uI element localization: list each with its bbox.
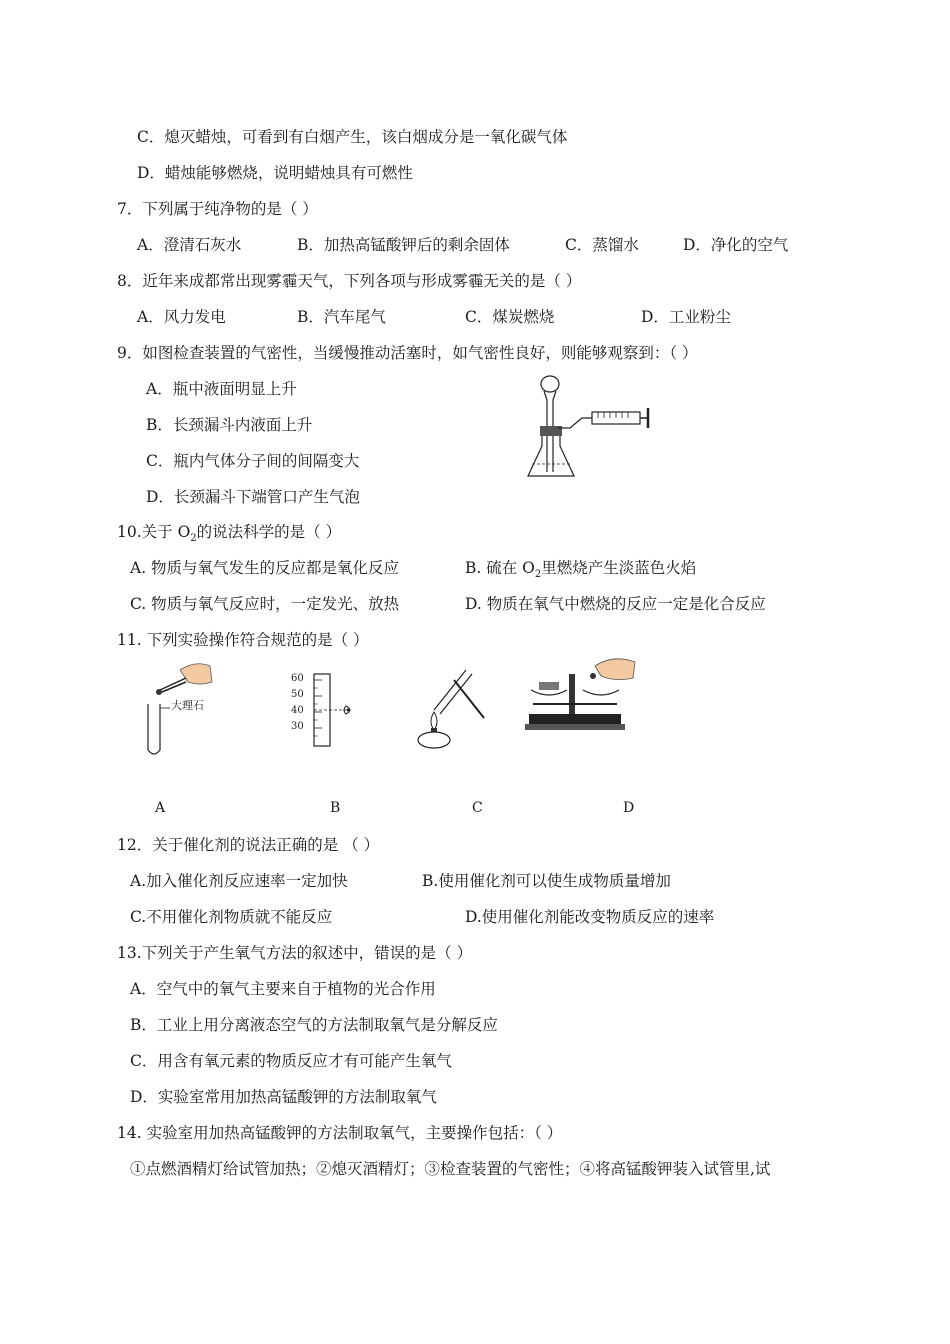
- q9-option-b: B．长颈漏斗内液面上升: [146, 416, 313, 434]
- q13-option-d: D．实验室常用加热高锰酸钾的方法制取氧气: [130, 1088, 437, 1106]
- q8-option-a: A．风力发电: [137, 308, 226, 326]
- q14-steps-line: ①点燃酒精灯给试管加热；②熄灭酒精灯；③检查装置的气密性；④将高锰酸钾装入试管里,试: [130, 1160, 771, 1178]
- q7-stem: 7．下列属于纯净物的是（ ）: [117, 200, 318, 218]
- q9-option-d: D．长颈漏斗下端管口产生气泡: [146, 488, 360, 506]
- q6-option-d: D．蜡烛能够燃烧，说明蜡烛具有可燃性: [137, 164, 413, 182]
- q11-label-d: D: [623, 800, 635, 816]
- q10-option-c: C. 物质与氧气反应时，一定发光、放热: [130, 595, 400, 613]
- q10-stem-prefix: 10.关于 O: [117, 523, 191, 541]
- q12-option-c: C.不用催化剂物质就不能反应: [130, 908, 333, 926]
- q11-label-b: B: [330, 800, 341, 816]
- q10-option-b-prefix: B. 硫在 O: [465, 559, 535, 577]
- q10-stem: [117, 522, 341, 549]
- q9-option-a: A．瓶中液面明显上升: [146, 380, 297, 398]
- q10-stem-suffix: 的说法科学的是（ ）: [196, 523, 342, 541]
- q10-option-b-subscript: 2: [534, 569, 542, 581]
- q9-apparatus-figure: [520, 372, 660, 482]
- q11-scale-60: 60: [291, 673, 304, 684]
- q9-stem: 9．如图检查装置的气密性，当缓慢推动活塞时，如气密性良好，则能够观察到：（ ）: [117, 344, 698, 362]
- q11-label-a: A: [155, 800, 166, 816]
- q8-option-d: D．工业粉尘: [641, 308, 731, 326]
- q8-option-c: C．煤炭燃烧: [465, 308, 555, 326]
- q11-figure-c: [404, 660, 494, 750]
- q12-option-b: B.使用催化剂可以使生成物质量增加: [422, 872, 671, 890]
- q7-option-b: B．加热高锰酸钾后的剩余固体: [297, 236, 510, 254]
- q10-option-b-suffix: 里燃烧产生淡蓝色火焰: [541, 559, 697, 577]
- q12-option-a: A.加入催化剂反应速率一定加快: [130, 872, 348, 890]
- q8-option-b: B．汽车尾气: [297, 308, 386, 326]
- q11-scale-50: 50: [291, 689, 304, 700]
- q7-option-a: A．澄清石灰水: [137, 236, 242, 254]
- q11-label-c: C: [472, 800, 483, 816]
- q13-option-a: A．空气中的氧气主要来自于植物的光合作用: [130, 980, 436, 998]
- q12-option-d: D.使用催化剂能改变物质反应的速率: [465, 908, 715, 926]
- q13-stem: 13.下列关于产生氧气方法的叙述中，错误的是（ ）: [117, 944, 473, 962]
- q10-option-a: A. 物质与氧气发生的反应都是氧化反应: [130, 559, 400, 577]
- q10-stem-subscript: 2: [190, 533, 197, 545]
- q7-option-c: C．蒸馏水: [565, 236, 639, 254]
- q10-option-b: [465, 558, 696, 585]
- q11-scale-40: 40: [291, 705, 304, 716]
- q11-figure-d: [525, 652, 645, 742]
- q14-stem: 14. 实验室用加热高锰酸钾的方法制取氧气，主要操作包括：（ ）: [117, 1124, 563, 1142]
- q13-option-b: B．工业上用分离液态空气的方法制取氧气是分解反应: [130, 1016, 498, 1034]
- q11-stem: 11. 下列实验操作符合规范的是（ ）: [117, 631, 369, 649]
- q8-stem: 8．近年来成都常出现雾霾天气，下列各项与形成雾霾无关的是（ ）: [117, 272, 582, 290]
- q9-option-c: C．瓶内气体分子间的间隔变大: [146, 452, 360, 470]
- q6-option-c: C．熄灭蜡烛，可看到有白烟产生，该白烟成分是一氧化碳气体: [137, 128, 568, 146]
- q10-option-d: D. 物质在氧气中燃烧的反应一定是化合反应: [465, 595, 766, 613]
- q11-figure-a-marble-label: 大理石: [171, 699, 204, 712]
- q12-stem: 12．关于催化剂的说法正确的是 （ ）: [117, 836, 380, 854]
- q11-scale-30: 30: [291, 721, 304, 732]
- q7-option-d: D．净化的空气: [683, 236, 789, 254]
- q13-option-c: C．用含有氧元素的物质反应才有可能产生氧气: [130, 1052, 452, 1070]
